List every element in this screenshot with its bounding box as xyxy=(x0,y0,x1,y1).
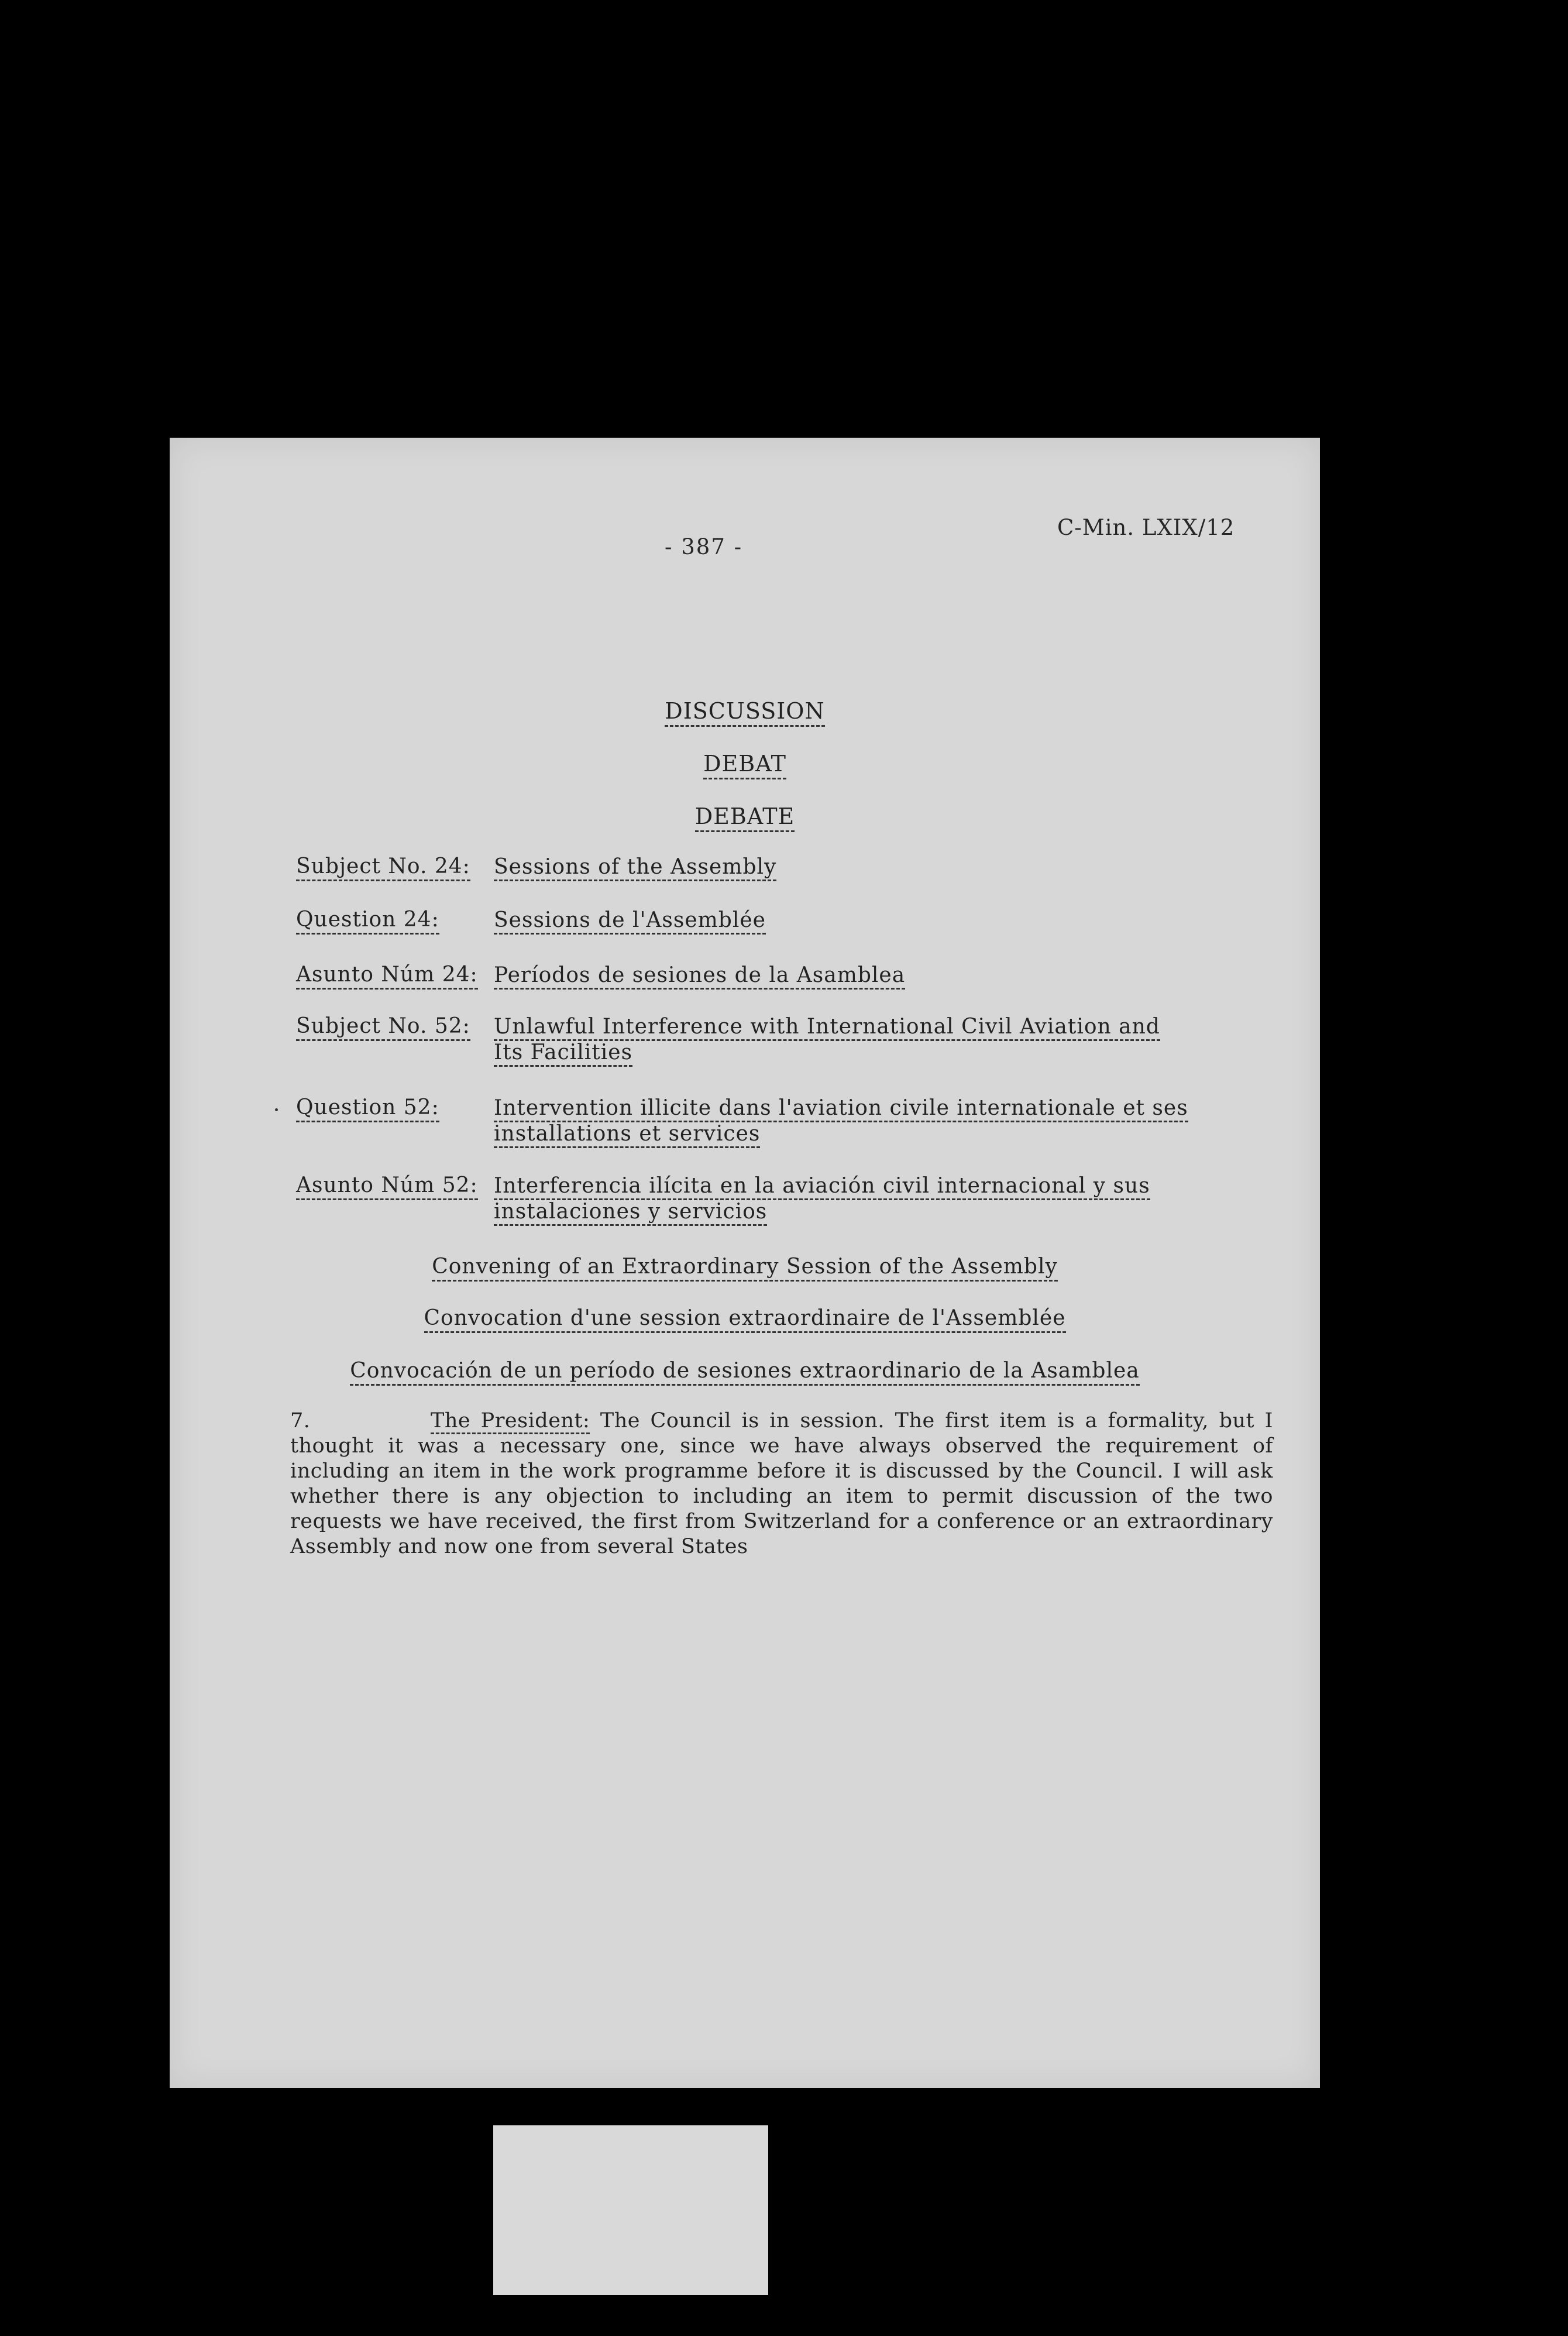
subject-label: Asunto Núm 24: xyxy=(296,963,478,990)
heading-debat: DEBAT xyxy=(170,751,1320,777)
subject-text: Intervention illicite dans l'aviation civile internationale et ses installations et services xyxy=(494,1095,1196,1147)
subject-text: Unlawful Interference with International Civil Aviation and Its Facilities xyxy=(494,1014,1196,1066)
subject-label: Question 24: xyxy=(296,908,439,935)
convening-french: Convocation d'une session extraordinaire de l'Assemblée xyxy=(170,1306,1320,1330)
subject-text: Períodos de sesiones de la Asamblea xyxy=(494,963,1196,988)
subject-label: Question 52: xyxy=(296,1095,439,1122)
subject-label: Subject No. 24: xyxy=(296,854,470,881)
convening-spanish: Convocación de un período de sesiones extraordinario de la Asamblea xyxy=(170,1359,1320,1383)
paragraph-7 xyxy=(290,1409,1273,1559)
subject-text: Interferencia ilícita en la aviación civil internacional y sus instalaciones y servicios xyxy=(494,1173,1196,1225)
subject-label: Subject No. 52: xyxy=(296,1014,470,1041)
paragraph-text: The Council is in session. The first item is a formality, but I thought it was a necessary one, since we have always observed the requirement of including an item in the work programme before it is discussed by the Council. I will ask whether there is any objection to including an item to permit discussion of the two requests we have received, the first from Switzerland for a conference or an extraordinary Assembly and now one from several States xyxy=(290,1409,1273,1558)
page-number: - 387 - xyxy=(665,534,743,559)
blank-card xyxy=(493,2125,768,2295)
subject-text: Sessions de l'Assemblée xyxy=(494,908,1196,933)
heading-debate: DEBATE xyxy=(170,803,1320,829)
document-page xyxy=(170,438,1320,2088)
document-reference: C-Min. LXIX/12 xyxy=(1057,515,1235,540)
convening-english: Convening of an Extraordinary Session of the Assembly xyxy=(170,1255,1320,1279)
subject-text: Sessions of the Assembly xyxy=(494,854,1196,880)
margin-mark xyxy=(275,1108,278,1111)
heading-discussion: DISCUSSION xyxy=(170,698,1320,724)
speaker-label: The President: xyxy=(431,1409,590,1434)
subject-label: Asunto Núm 52: xyxy=(296,1173,478,1200)
paragraph-number: 7. xyxy=(290,1409,311,1432)
